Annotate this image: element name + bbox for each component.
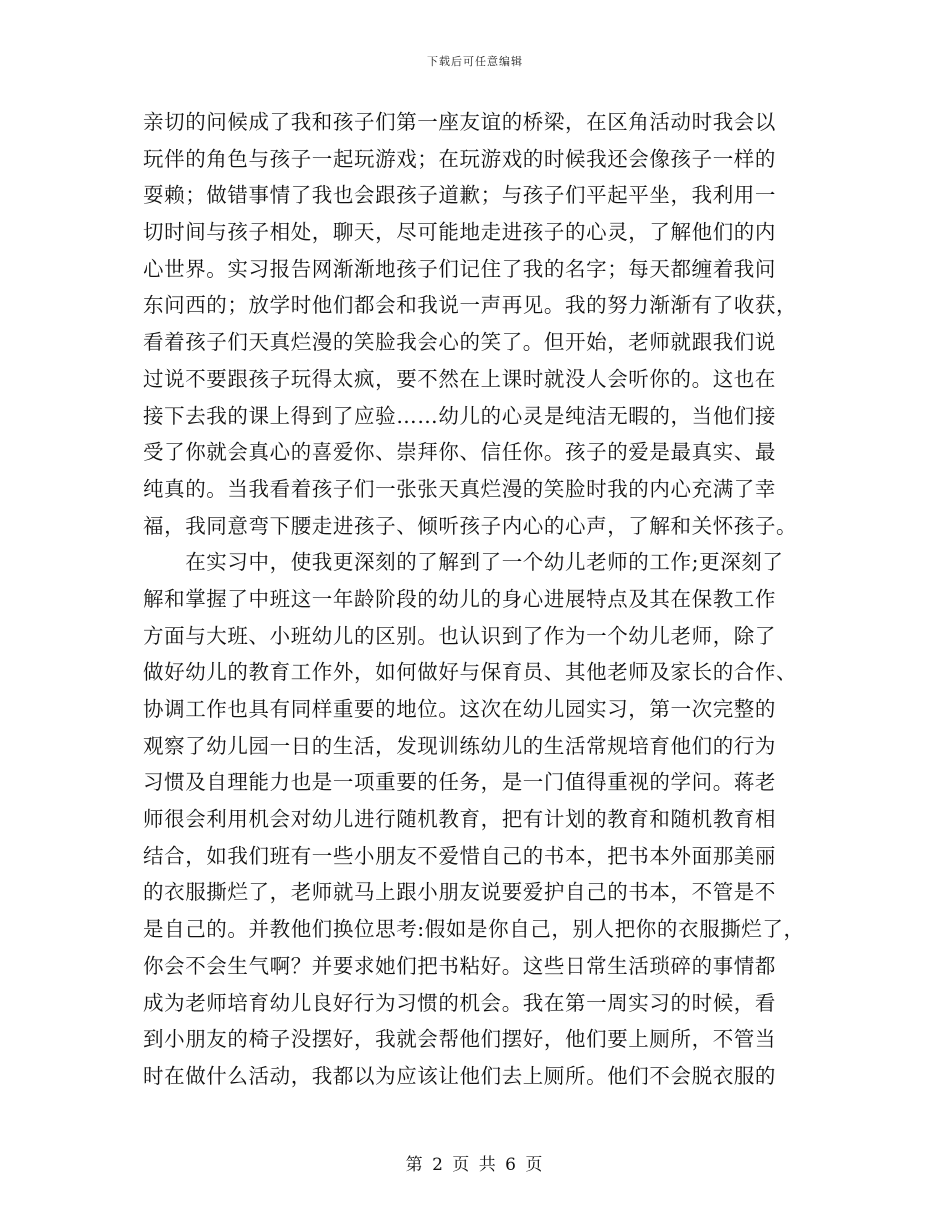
text-line: 耍赖；做错事情了我也会跟孩子道歉；与孩子们平起平坐，我利用一: [143, 183, 776, 208]
text-line: 到小朋友的椅子没摆好，我就会帮他们摆好，他们要上厕所，不管当: [143, 1027, 776, 1052]
text-line: 看着孩子们天真烂漫的笑脸我会心的笑了。但开始，老师就跟我们说: [143, 330, 776, 355]
text-line: 福，我同意弯下腰走进孩子、倾听孩子内心的心声，了解和关怀孩子。: [143, 513, 798, 538]
page-header: 下载后可任意编辑: [427, 55, 523, 68]
text-line: 解和掌握了中班这一年龄阶段的幼儿的身心进展特点及其在保教工作: [143, 586, 776, 611]
text-line: 成为老师培育幼儿良好行为习惯的机会。我在第一周实习的时候，看: [143, 990, 776, 1015]
text-line: 亲切的问候成了我和孩子们第一座友谊的桥梁，在区角活动时我会以: [143, 110, 776, 134]
document-body: [143, 104, 815, 1095]
text-line: 结合，如我们班有一些小朋友不爱惜自己的书本，把书本外面那美丽: [143, 843, 776, 868]
text-line: 的衣服撕烂了，老师就马上跟小朋友说要爱护自己的书本，不管是不: [143, 880, 776, 905]
text-line: 受了你就会真心的喜爱你、崇拜你、信任你。孩子的爱是最真实、最: [143, 440, 776, 465]
text-line: 方面与大班、小班幼儿的区别。也认识到了作为一个幼儿老师，除了: [143, 623, 776, 648]
text-line: 过说不要跟孩子玩得太疯，要不然在上课时就没人会听你的。这也在: [143, 366, 776, 391]
text-line: 师很会利用机会对幼儿进行随机教育，把有计划的教育和随机教育相: [143, 807, 776, 832]
text-line: 做好幼儿的教育工作外，如何做好与保育员、其他老师及家长的合作、: [143, 660, 798, 685]
text-line: 是自己的。并教他们换位思考:假如是你自己，别人把你的衣服撕烂了，: [143, 917, 805, 942]
text-line: 接下去我的课上得到了应验……幼儿的心灵是纯洁无暇的，当他们接: [143, 403, 776, 428]
text-line: 时在做什么活动，我都以为应该让他们去上厕所。他们不会脱衣服的: [143, 1063, 776, 1088]
text-line: 习惯及自理能力也是一项重要的任务，是一门值得重视的学问。蒋老: [143, 770, 776, 795]
text-line: 观察了幼儿园一日的生活，发现训练幼儿的生活常规培育他们的行为: [143, 733, 776, 758]
text-line: 在实习中，使我更深刻的了解到了一个幼儿老师的工作;更深刻了: [143, 550, 784, 575]
text-line: 切时间与孩子相处，聊天，尽可能地走进孩子的心灵，了解他们的内: [143, 220, 776, 245]
text-line: 你会不会生气啊？并要求她们把书粘好。这些日常生活琐碎的事情都: [143, 953, 776, 978]
text-line: 协调工作也具有同样重要的地位。这次在幼儿园实习，第一次完整的: [143, 697, 776, 721]
text-line: 心世界。实习报告网渐渐地孩子们记住了我的名字；每天都缠着我问: [143, 256, 776, 281]
text-line: 东问西的；放学时他们都会和我说一声再见。我的努力渐渐有了收获，: [143, 293, 798, 318]
page-number: 第 2 页 共 6 页: [405, 1155, 545, 1175]
text-line: 玩伴的角色与孩子一起玩游戏；在玩游戏的时候我还会像孩子一样的: [143, 146, 776, 171]
text-line: 纯真的。当我看着孩子们一张张天真烂漫的笑脸时我的内心充满了幸: [143, 476, 776, 501]
